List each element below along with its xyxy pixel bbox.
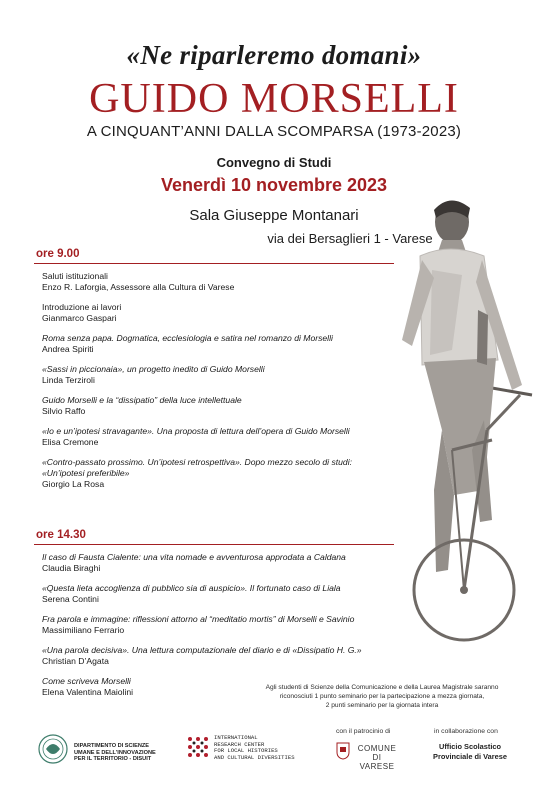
collaborazione-label: in collaborazione con xyxy=(434,728,498,735)
irc-logo-text xyxy=(214,735,295,761)
list-item xyxy=(34,645,394,667)
talk-title: «Una parola decisiva». Una lettura computazionale del diario e di «Dissipatio H. G.» xyxy=(42,645,362,655)
dept-line: UMANE E DELL'INNOVAZIONE xyxy=(74,749,156,756)
comune-line: COMUNE DI xyxy=(357,744,397,762)
comune-line: VARESE xyxy=(359,762,395,771)
talk-speaker: Andrea Spiriti xyxy=(42,344,94,354)
ufficio-line: Ufficio Scolastico xyxy=(438,742,501,751)
talk-title: Come scriveva Morselli xyxy=(42,676,131,686)
talk-title: «Contro-passato prossimo. Un’ipotesi retrospettiva». Dopo mezzo secolo di studi: xyxy=(42,457,353,467)
list-item xyxy=(34,614,394,636)
talk-title: Il caso di Fausta Cialente: una vita nomade e avventurosa approdata a Caldana xyxy=(42,552,346,562)
convegno-label: Convegno di Studi xyxy=(216,155,332,170)
list-item xyxy=(34,426,394,448)
afternoon-session xyxy=(34,529,394,707)
talk-speaker: Serena Contini xyxy=(42,594,99,604)
irc-line: INTERNATIONAL xyxy=(214,734,258,741)
credits-line: riconosciuti 1 punto seminario per la partecipazione a mezza giornata, xyxy=(279,693,485,700)
dept-line: PER IL TERRITORIO - DISUIT xyxy=(74,756,152,762)
credits-line: 2 punti seminario per la giornata intera xyxy=(325,702,439,709)
divider xyxy=(34,544,394,545)
talk-title: Roma senza papa. Dogmatica, ecclesiologia e satira nel romanzo di Morselli xyxy=(42,333,333,343)
footer xyxy=(0,720,548,780)
patrocinio-label: con il patrocinio di xyxy=(336,728,391,735)
talk-speaker: Elisa Cremone xyxy=(42,437,99,447)
comune-name xyxy=(354,744,400,771)
irc-line: RESEARCH CENTER xyxy=(214,740,265,748)
talk-title: «Questa lieta accoglienza di pubblico sia di auspicio». Il fortunato caso di Liala xyxy=(42,583,341,593)
talk-speaker: Claudia Biraghi xyxy=(42,563,101,573)
credits-note xyxy=(232,683,532,710)
talk-title: Introduzione ai lavori xyxy=(42,302,122,312)
talk-title: «Io e un’ipotesi stravagante». Una proposta di lettura dell’opera di Guido Morselli xyxy=(42,426,350,436)
ufficio-scolastico xyxy=(420,742,520,762)
list-item xyxy=(34,271,394,293)
address: via dei Bersaglieri 1 - Varese xyxy=(267,231,433,246)
session-time: ore 14.30 xyxy=(36,529,86,541)
cyclist-photo xyxy=(392,190,542,660)
divider xyxy=(34,263,394,264)
credits-line: Agli studenti di Scienze della Comunicazione e della Laurea Magistrale saranno xyxy=(265,684,499,691)
talk-title: «Sassi in piccionaia», un progetto inedito di Guido Morselli xyxy=(42,364,265,374)
list-item xyxy=(34,333,394,355)
research-center-icon xyxy=(186,735,210,759)
dept-logo-text xyxy=(74,743,156,763)
dept-line: DIPARTIMENTO DI SCIENZE xyxy=(74,743,150,749)
comune-crest-icon xyxy=(336,742,350,760)
list-item xyxy=(34,552,394,574)
talk-title: Saluti istituzionali xyxy=(42,271,108,281)
list-item xyxy=(34,302,394,324)
talk-title-cont: «Un’ipotesi preferibile» xyxy=(42,468,130,478)
list-item xyxy=(34,583,394,605)
talk-title: Guido Morselli e la “dissipatio” della luce intellettuale xyxy=(42,395,242,405)
talk-speaker: Elena Valentina Maiolini xyxy=(42,687,134,697)
talk-speaker: Massimiliano Ferrario xyxy=(42,625,125,635)
list-item xyxy=(34,457,394,490)
talk-speaker: Christian D’Agata xyxy=(42,656,109,666)
talk-speaker: Enzo R. Laforgia, Assessore alla Cultura di Varese xyxy=(42,282,235,292)
session-time: ore 9.00 xyxy=(36,248,80,260)
subtitle: A CINQUANT’ANNI DALLA SCOMPARSA (1973-2023) xyxy=(86,123,462,140)
irc-line: FOR LOCAL HISTORIES xyxy=(214,747,278,754)
pre-title: «Ne riparleremo domani» xyxy=(126,40,422,70)
irc-line: AND CULTURAL DIVERSITIES xyxy=(214,753,295,761)
event-date: Venerdì 10 novembre 2023 xyxy=(160,175,388,195)
talk-title: Fra parola e immagine: riflessioni attorno al “meditatio mortis” di Morselli e Savinio xyxy=(42,614,355,624)
talk-speaker: Silvio Raffo xyxy=(42,406,86,416)
morning-session xyxy=(34,248,394,499)
page-title: GUIDO MORSELLI xyxy=(89,76,459,122)
ufficio-line: Provinciale di Varese xyxy=(433,752,507,761)
list-item xyxy=(34,395,394,417)
university-seal-icon xyxy=(38,734,68,764)
talk-speaker: Linda Terziroli xyxy=(42,375,95,385)
talk-speaker: Gianmarco Gaspari xyxy=(42,313,117,323)
venue: Sala Giuseppe Montanari xyxy=(189,207,359,224)
list-item xyxy=(34,364,394,386)
talk-speaker: Giorgio La Rosa xyxy=(42,479,105,489)
